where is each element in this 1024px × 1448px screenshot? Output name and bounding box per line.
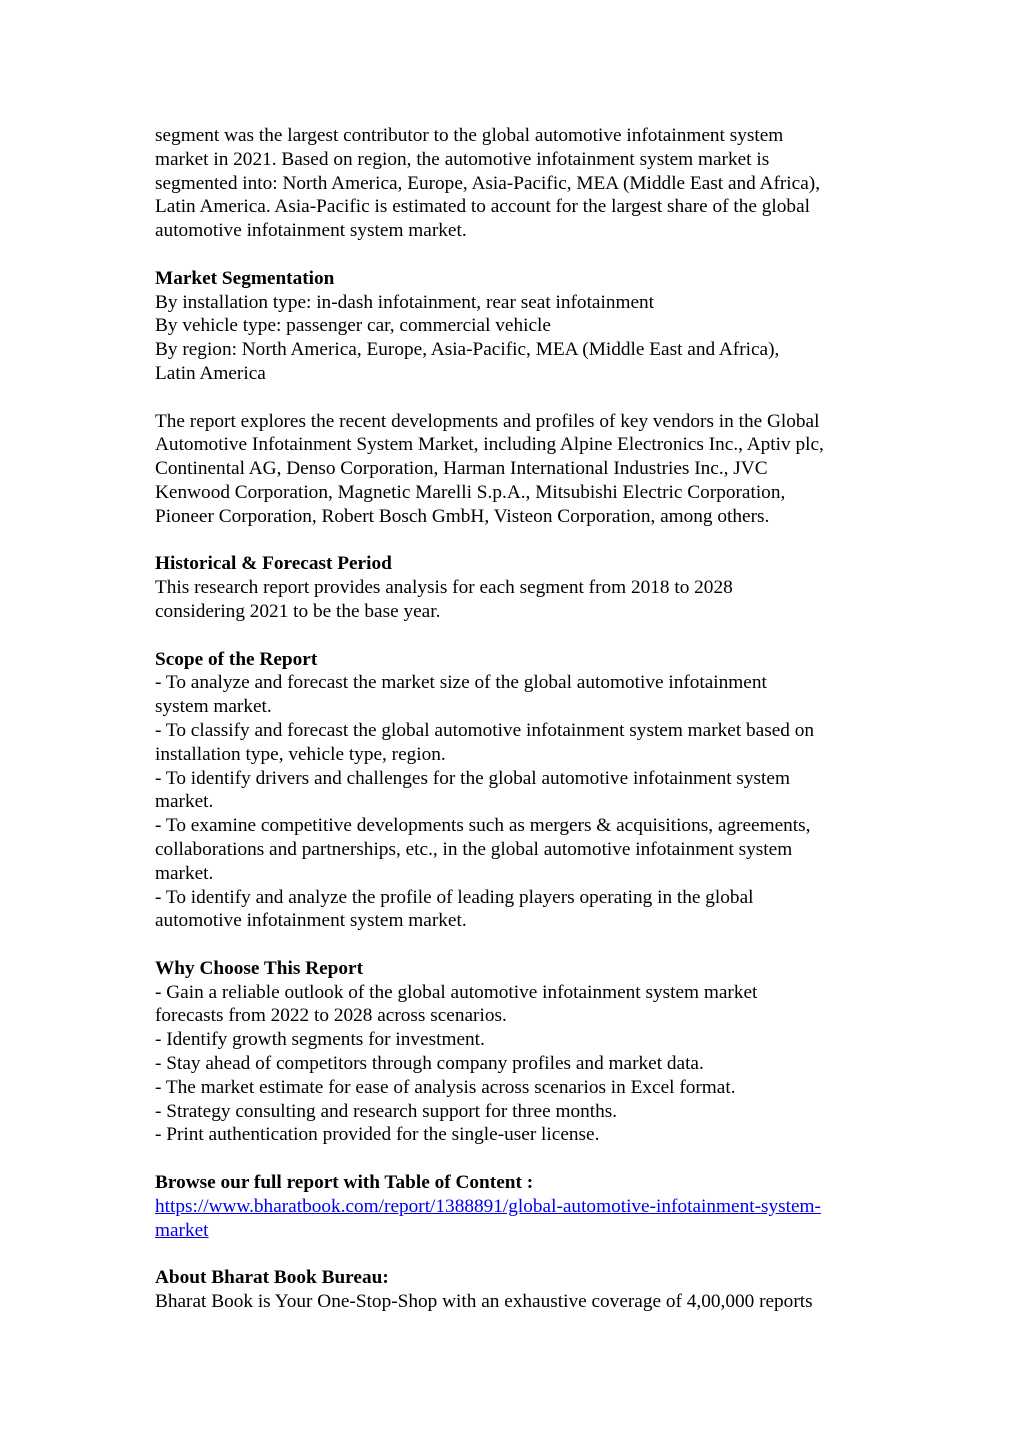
intro-line: segment was the largest contributor to the global automotive infotainment system (155, 125, 784, 146)
scope-line: collaborations and partnerships, etc., in the global automotive infotainment system (155, 838, 793, 860)
intro-paragraph (155, 124, 885, 243)
segmentation-line: By vehicle type: passenger car, commercial vehicle (155, 315, 551, 337)
browse-section (155, 1171, 885, 1242)
intro-line: automotive infotainment system market. (155, 220, 467, 242)
about-section (155, 1266, 885, 1314)
scope-line: - To analyze and forecast the market size of the global automotive infotainment (155, 672, 767, 694)
scope-line: - To identify and analyze the profile of leading players operating in the global (155, 886, 754, 908)
why-line: - Identify growth segments for investment. (155, 1029, 485, 1051)
period-line: This research report provides analysis for each segment from 2018 to 2028 (155, 577, 733, 599)
why-heading: Why Choose This Report (155, 957, 364, 979)
scope-line: automotive infotainment system market. (155, 910, 467, 932)
scope-line: - To identify drivers and challenges for the global automotive infotainment system (155, 767, 790, 789)
segmentation-heading: Market Segmentation (155, 267, 335, 289)
about-heading: About Bharat Book Bureau: (155, 1267, 389, 1289)
document-page (155, 124, 885, 1314)
intro-line: segmented into: North America, Europe, Asia-Pacific, MEA (Middle East and Africa), (155, 172, 821, 194)
scope-line: installation type, vehicle type, region. (155, 743, 446, 765)
segmentation-line: By region: North America, Europe, Asia-Pacific, MEA (Middle East and Africa), (155, 339, 780, 361)
scope-section (155, 648, 885, 934)
scope-line: - To classify and forecast the global automotive infotainment system market based on (155, 719, 815, 741)
vendors-paragraph (155, 410, 885, 529)
why-line: - The market estimate for ease of analysis across scenarios in Excel format. (155, 1076, 736, 1098)
period-line: considering 2021 to be the base year. (155, 600, 441, 622)
report-link-line-2: market (155, 1219, 209, 1241)
vendors-line: The report explores the recent developments and profiles of key vendors in the Global (155, 410, 820, 432)
about-line: Bharat Book is Your One-Stop-Shop with an exhaustive coverage of 4,00,000 reports (155, 1291, 813, 1313)
why-line: - Stay ahead of competitors through company profiles and market data. (155, 1053, 704, 1075)
why-line: - Gain a reliable outlook of the global automotive infotainment system market (155, 981, 758, 1003)
why-section (155, 957, 885, 1147)
scope-heading: Scope of the Report (155, 648, 318, 670)
scope-line: system market. (155, 696, 272, 718)
scope-line: market. (155, 791, 214, 813)
segmentation-line: Latin America (155, 362, 266, 384)
why-line: forecasts from 2022 to 2028 across scenarios. (155, 1005, 507, 1027)
report-link[interactable] (155, 1195, 885, 1243)
vendors-line: Automotive Infotainment System Market, including Alpine Electronics Inc., Aptiv plc, (155, 434, 824, 456)
scope-line: market. (155, 862, 214, 884)
period-section (155, 552, 885, 623)
vendors-line: Continental AG, Denso Corporation, Harman International Industries Inc., JVC (155, 458, 768, 480)
segmentation-section (155, 267, 885, 386)
scope-line: - To examine competitive developments such as mergers & acquisitions, agreements, (155, 815, 811, 837)
intro-line: market in 2021. Based on region, the automotive infotainment system market is (155, 148, 770, 170)
report-link-line-1: https://www.bharatbook.com/report/1388891/global-automotive-infotainment-system- (155, 1195, 821, 1217)
vendors-line: Kenwood Corporation, Magnetic Marelli S.p.A., Mitsubishi Electric Corporation, (155, 481, 786, 503)
why-line: - Strategy consulting and research support for three months. (155, 1100, 618, 1122)
browse-heading: Browse our full report with Table of Content : (155, 1172, 534, 1194)
period-heading: Historical & Forecast Period (155, 553, 392, 575)
intro-line: Latin America. Asia-Pacific is estimated to account for the largest share of the global (155, 196, 810, 218)
vendors-line: Pioneer Corporation, Robert Bosch GmbH, Visteon Corporation, among others. (155, 505, 770, 527)
why-line: - Print authentication provided for the single-user license. (155, 1124, 600, 1146)
segmentation-line: By installation type: in-dash infotainment, rear seat infotainment (155, 291, 655, 313)
